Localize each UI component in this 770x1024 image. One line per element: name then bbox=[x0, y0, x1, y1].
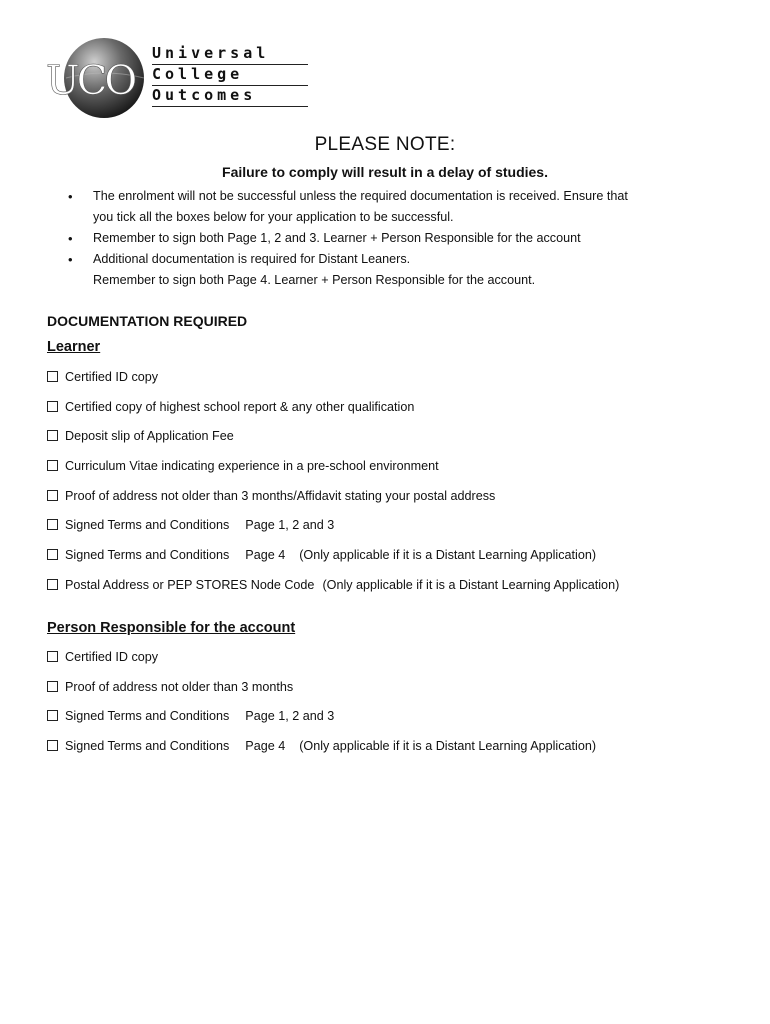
checklist-item bbox=[47, 488, 747, 518]
checkbox[interactable] bbox=[47, 460, 58, 471]
checklist-item bbox=[47, 547, 747, 577]
checklist-item-label: Postal Address or PEP STORES Node Code bbox=[65, 577, 315, 592]
page-reference: Page 4 bbox=[245, 548, 286, 563]
checklist-item-label: Signed Terms and Conditions bbox=[65, 739, 230, 754]
applicability-note: (Only applicable if it is a Distant Learning Application) bbox=[299, 739, 597, 754]
checklist-item bbox=[47, 738, 747, 768]
person-responsible-heading: Person Responsible for the account bbox=[47, 620, 296, 636]
checklist-item bbox=[47, 517, 747, 547]
checklist-item bbox=[47, 458, 747, 488]
page-title: PLEASE NOTE: bbox=[314, 134, 456, 155]
page-reference: Page 4 bbox=[245, 739, 286, 754]
documentation-heading: DOCUMENTATION REQUIRED bbox=[47, 313, 248, 329]
logo-word-3: Outcomes bbox=[152, 86, 308, 107]
note-line: Remember to sign both Page 4. Learner + Person Responsible for the account. bbox=[93, 273, 536, 287]
checkbox[interactable] bbox=[47, 681, 58, 692]
checkbox[interactable] bbox=[47, 401, 58, 412]
checklist-item bbox=[47, 577, 747, 607]
checkbox[interactable] bbox=[47, 549, 58, 560]
checklist-item bbox=[47, 428, 747, 458]
page-subtitle: Failure to comply will result in a delay of studies. bbox=[222, 164, 548, 180]
checkbox[interactable] bbox=[47, 490, 58, 501]
globe-logo-icon bbox=[44, 36, 148, 120]
checklist-item bbox=[47, 649, 747, 679]
checklist-item bbox=[47, 708, 747, 738]
bullet-icon: • bbox=[68, 252, 73, 267]
checklist-item-label: Proof of address not older than 3 months bbox=[65, 679, 294, 694]
checklist-item bbox=[47, 679, 747, 709]
note-item bbox=[68, 186, 718, 228]
learner-heading: Learner bbox=[47, 339, 101, 355]
bullet-icon: • bbox=[68, 189, 73, 204]
logo-word-1: Universal bbox=[152, 44, 308, 65]
checklist-item-label: Signed Terms and Conditions bbox=[65, 518, 230, 533]
logo-initials: UCO bbox=[46, 58, 135, 104]
checklist-item bbox=[47, 369, 747, 399]
logo-wordmark bbox=[152, 44, 308, 107]
checklist-item-label: Certified ID copy bbox=[65, 370, 159, 384]
checklist-item-label: Certified ID copy bbox=[65, 650, 159, 664]
person-responsible-checklist bbox=[47, 649, 747, 768]
learner-checklist bbox=[47, 369, 747, 607]
checkbox[interactable] bbox=[47, 430, 58, 441]
checklist-item-label: Deposit slip of Application Fee bbox=[65, 429, 234, 444]
page-reference: Page 1, 2 and 3 bbox=[245, 518, 335, 533]
logo-word-2: College bbox=[152, 65, 308, 86]
checkbox[interactable] bbox=[47, 519, 58, 530]
checklist-item-label: Curriculum Vitae indicating experience in a pre-school environment bbox=[65, 459, 439, 474]
checklist-item-label: Signed Terms and Conditions bbox=[65, 709, 230, 724]
checkbox[interactable] bbox=[47, 740, 58, 751]
note-item bbox=[68, 228, 718, 249]
note-line: The enrolment will not be successful unless the required documentation is received. Ensure that bbox=[93, 189, 628, 203]
note-line: Additional documentation is required for Distant Leaners. bbox=[93, 252, 411, 266]
checklist-item-label: Signed Terms and Conditions bbox=[65, 548, 230, 563]
notes-list bbox=[68, 186, 718, 291]
applicability-note: (Only applicable if it is a Distant Learning Application) bbox=[322, 577, 620, 592]
checklist-item bbox=[47, 399, 747, 429]
note-line: you tick all the boxes below for your application to be successful. bbox=[93, 210, 454, 224]
applicability-note: (Only applicable if it is a Distant Learning Application) bbox=[299, 548, 597, 563]
checkbox[interactable] bbox=[47, 371, 58, 382]
checkbox[interactable] bbox=[47, 710, 58, 721]
bullet-icon: • bbox=[68, 231, 73, 246]
checklist-item-label: Certified copy of highest school report & any other qualification bbox=[65, 399, 415, 414]
checkbox[interactable] bbox=[47, 651, 58, 662]
page-reference: Page 1, 2 and 3 bbox=[245, 709, 335, 724]
note-item bbox=[68, 249, 718, 291]
note-line: Remember to sign both Page 1, 2 and 3. Learner + Person Responsible for the account bbox=[93, 231, 581, 245]
checklist-item-label: Proof of address not older than 3 months/Affidavit stating your postal address bbox=[65, 488, 496, 503]
uco-logo bbox=[44, 36, 314, 120]
checkbox[interactable] bbox=[47, 579, 58, 590]
